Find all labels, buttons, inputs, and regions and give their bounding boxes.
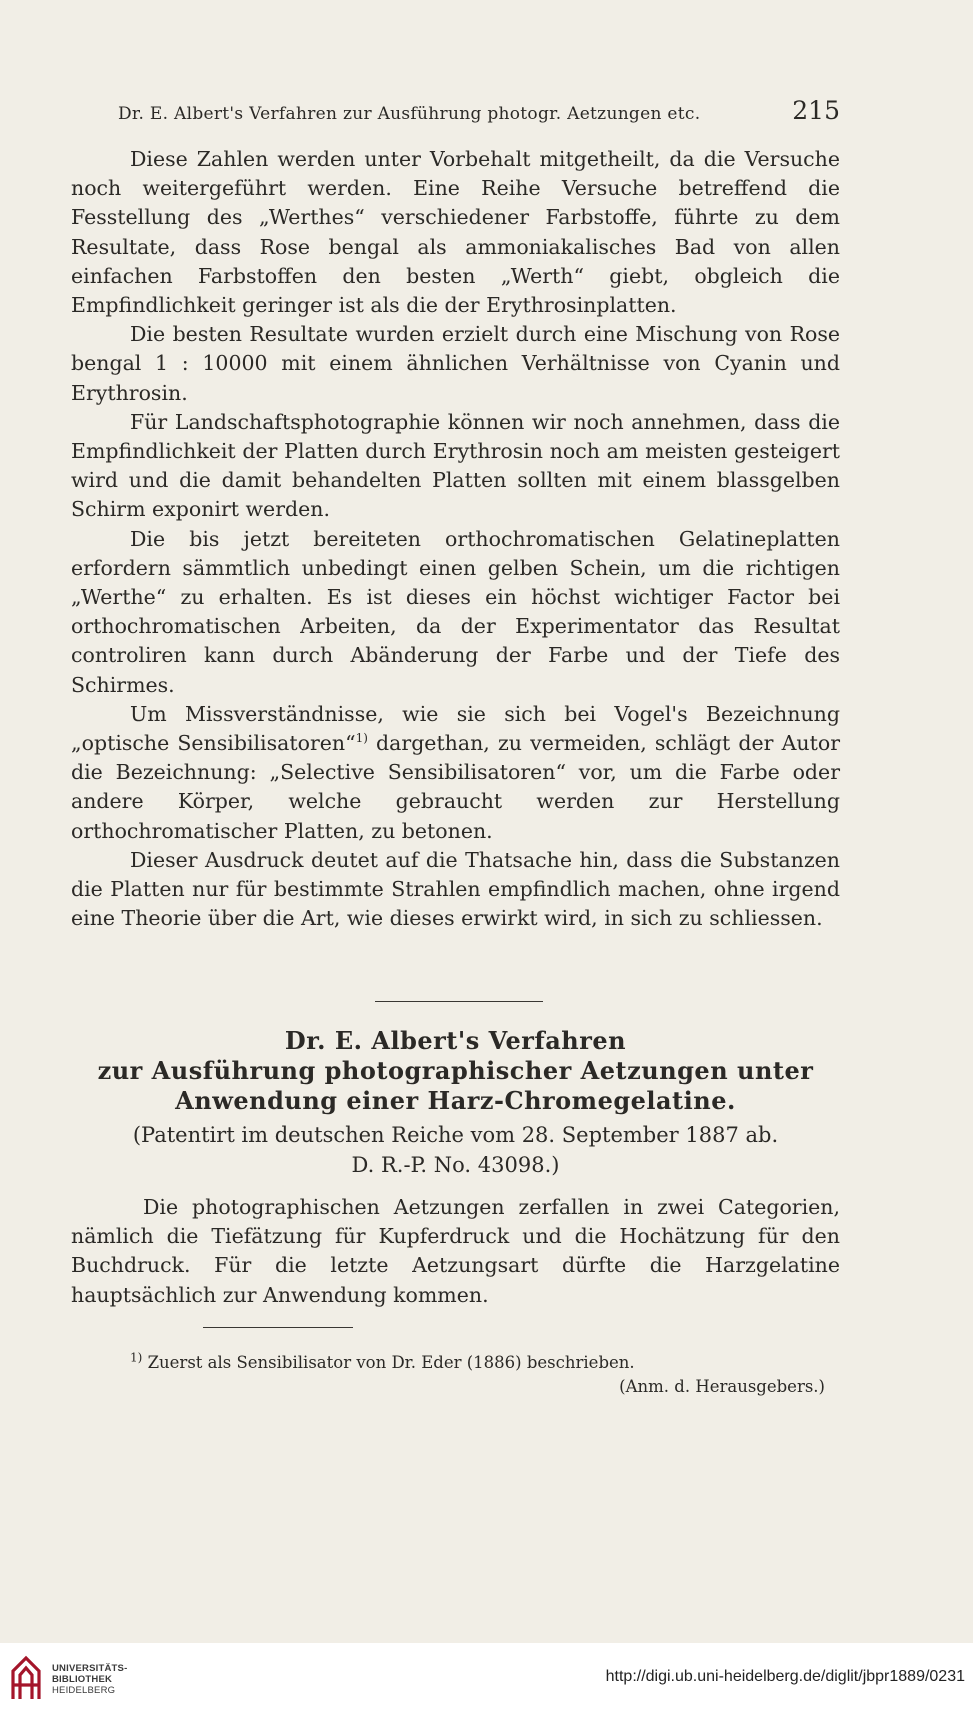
- section-body: [71, 1193, 840, 1310]
- paragraph: Die besten Resultate wurden erzielt durch eine Mischung von Rose bengal 1 : 10000 mit einem ähnlichen Verhältnisse von Cyanin und Erythrosin.: [71, 322, 840, 405]
- page-number: 215: [792, 96, 840, 125]
- footnote-marker: 1): [130, 1350, 143, 1365]
- paragraph-text: dargethan, zu vermeiden, schlägt der Autor die Bezeichnung: „Selective Sensibilisatoren“ vor, um die Farbe oder andere Körper, welche gebraucht werden zur Herstellung orthochromatischer Platten, zu betonen.: [71, 731, 841, 843]
- patent-note-line: D. R.-P. No. 43098.): [351, 1153, 560, 1177]
- body-text: [71, 145, 840, 933]
- footnote-attribution: (Anm. d. Herausgebers.): [619, 1377, 825, 1396]
- footnote-line: [130, 1351, 830, 1375]
- paragraph-with-footnote-ref: [71, 700, 840, 846]
- library-logo-text: [52, 1663, 127, 1696]
- footnote-text: Zuerst als Sensibilisator von Dr. Eder (1886) beschrieben.: [142, 1353, 635, 1372]
- running-title: Dr. E. Albert's Verfahren zur Ausführung photogr. Aetzungen etc.: [118, 104, 701, 124]
- footnote: [130, 1351, 830, 1399]
- patent-note-line: (Patentirt im deutschen Reiche vom 28. September 1887 ab.: [132, 1123, 779, 1147]
- library-footer: [0, 1643, 973, 1717]
- source-url[interactable]: http://digi.ub.uni-heidelberg.de/diglit/jbpr1889/0231: [605, 1668, 965, 1685]
- paragraph: Für Landschaftsphotographie können wir noch annehmen, dass die Empfindlichkeit der Platten durch Erythrosin noch am meisten gesteigert wird und die damit behandelten Platten sollten mit einem blassgelben Schirm exponirt werden.: [71, 409, 840, 522]
- running-header: [118, 96, 840, 132]
- paragraph: Diese Zahlen werden unter Vorbehalt mitgetheilt, da die Versuche noch weitergeführt werden. Eine Reihe Versuche betreffend die Fesstellung des „Werthes“ verschiedener Farbstoffe, führte zu dem Resultate, dass Rose bengal als ammoniakalisches Bad von allen einfachen Farbstoffen den besten „Werth“ giebt, obgleich die Empfindlichkeit geringer ist als die der Erythrosinplatten.: [71, 147, 840, 318]
- paragraph: Die photographischen Aetzungen zerfallen in zwei Categorien, nämlich die Tiefätzung für Kupferdruck und die Hochätzung für den Buchdruck. Für die letzte Aetzungsart dürfte die Harzgelatine hauptsächlich zur Anwendung kommen.: [71, 1195, 840, 1307]
- footnote-rule: [203, 1327, 353, 1328]
- paragraph: Dieser Ausdruck deutet auf die Thatsache hin, dass die Substanzen die Platten nur für bestimmte Strahlen empfindlich machen, ohne irgend eine Theorie über die Art, wie dieses erwirkt wird, in sich zu schliessen.: [71, 847, 840, 931]
- library-logo-icon: [10, 1655, 42, 1701]
- footnote-ref[interactable]: 1): [355, 731, 368, 746]
- section-heading: [71, 1026, 840, 1180]
- section-title-line: Anwendung einer Harz-Chromegelatine.: [175, 1086, 736, 1115]
- section-divider: [375, 1001, 543, 1002]
- paragraph: Die bis jetzt bereiteten orthochromatischen Gelatineplatten erfordern sämmtlich unbedingt einen gelben Schein, um die richtigen „Werthe“ zu erhalten. Es ist dieses ein höchst wichtiger Factor bei orthochromatischen Arbeiten, da der Experimentator das Resultat controliren kann durch Abänderung der Farbe und der Tiefe des Schirmes.: [71, 526, 840, 697]
- paragraph-text: Um Missverständnisse, wie sie sich bei Vogel's Bezeichnung „optische Sensibilisatoren“: [71, 701, 840, 756]
- section-title-line: zur Ausführung photographischer Aetzungen unter: [97, 1056, 814, 1085]
- logo-line: HEIDELBERG: [52, 1685, 116, 1696]
- section-title-line: Dr. E. Albert's Verfahren: [284, 1026, 627, 1055]
- logo-line: BIBLIOTHEK: [52, 1674, 113, 1685]
- logo-line: UNIVERSITÄTS-: [52, 1663, 128, 1674]
